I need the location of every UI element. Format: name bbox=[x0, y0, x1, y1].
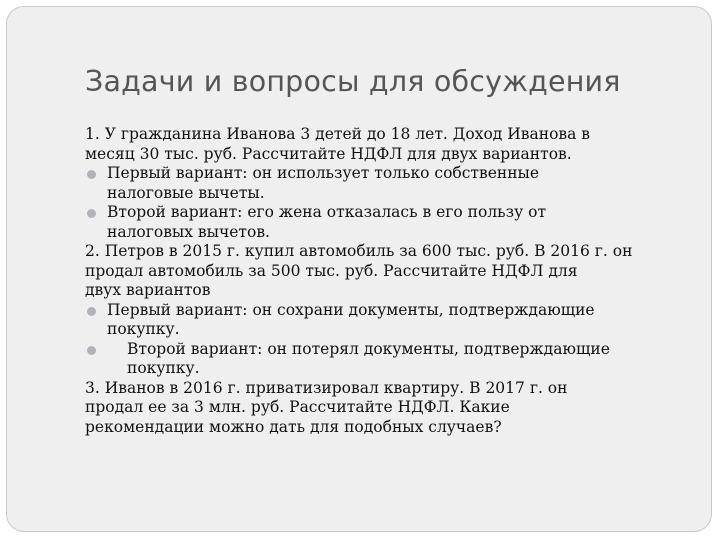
task-line: продал автомобиль за 500 тыс. руб. Рассчитайте НДФЛ для bbox=[85, 261, 578, 280]
item-line: Первый вариант: он использует только собственные bbox=[107, 164, 540, 182]
round-bullet-icon bbox=[87, 346, 96, 355]
item-line: покупку. bbox=[127, 359, 200, 377]
round-bullet-icon bbox=[87, 209, 96, 218]
task-line: месяц 30 тыс. руб. Рассчитайте НДФЛ для двух вариантов. bbox=[85, 144, 572, 163]
task-3 bbox=[85, 379, 695, 438]
item-line: покупку. bbox=[107, 320, 180, 338]
list-item bbox=[85, 164, 695, 203]
task-line: 1. У гражданина Иванова 3 детей до 18 лет. Доход Иванова в bbox=[85, 125, 591, 143]
item-line: Второй вариант: его жена отказалась в его пользу от bbox=[107, 203, 547, 221]
slide-content bbox=[85, 125, 695, 437]
round-bullet-icon bbox=[87, 307, 96, 316]
task-line: продал ее за 3 млн. руб. Рассчитайте НДФЛ. Какие bbox=[85, 398, 510, 416]
task-line: двух вариантов bbox=[85, 281, 211, 299]
round-bullet-icon bbox=[87, 170, 96, 179]
task-2 bbox=[85, 242, 695, 301]
item-line: Первый вариант: он сохрани документы, подтверждающие bbox=[107, 300, 595, 319]
item-line: налоговые вычеты. bbox=[107, 183, 265, 202]
item-line: налоговых вычетов. bbox=[107, 222, 270, 241]
item-line: Второй вариант: он потерял документы, подтверждающие bbox=[127, 339, 610, 358]
slide-title: Задачи и вопросы для обсуждения bbox=[85, 65, 621, 98]
list-item bbox=[85, 301, 695, 340]
task-line: рекомендации можно дать для подобных случаев? bbox=[85, 417, 502, 436]
task-line: 3. Иванов в 2016 г. приватизировал квартиру. В 2017 г. он bbox=[85, 378, 568, 397]
task-line: 2. Петров в 2015 г. купил автомобиль за 600 тыс. руб. В 2016 г. он bbox=[85, 242, 633, 260]
list-item bbox=[85, 203, 695, 242]
slide bbox=[6, 6, 712, 532]
task-1 bbox=[85, 125, 695, 164]
list-item bbox=[85, 340, 695, 379]
